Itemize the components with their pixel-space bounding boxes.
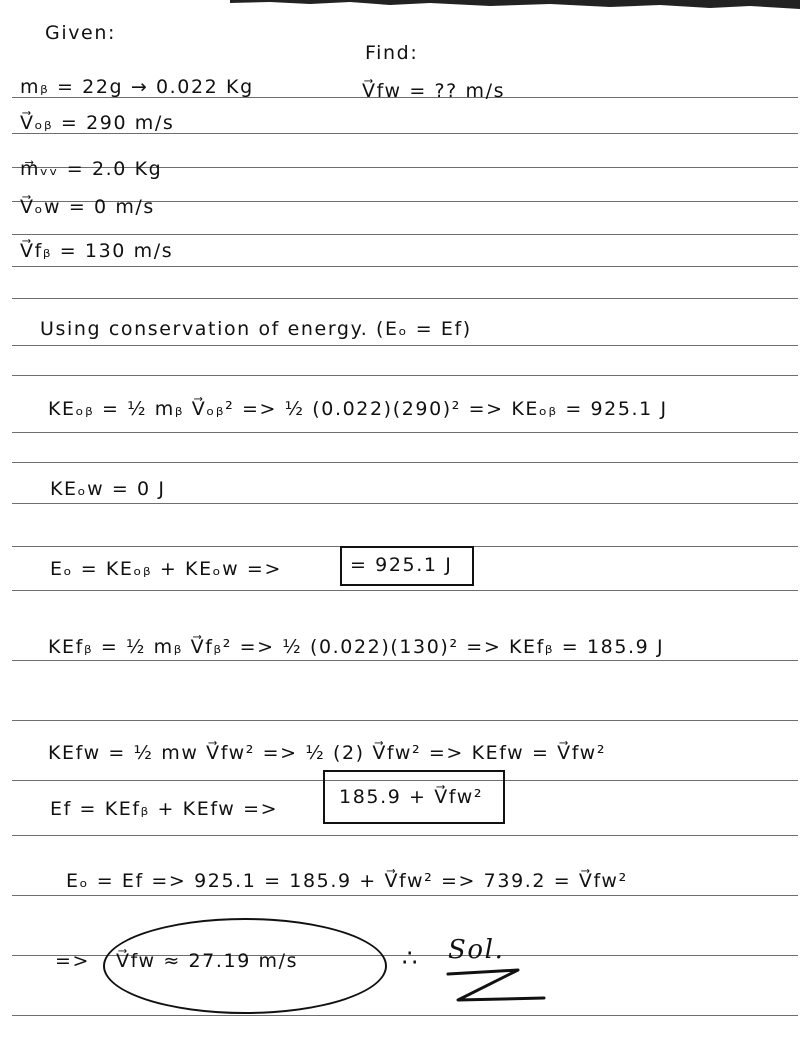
boxed-final-energy xyxy=(323,770,505,824)
ruled-line xyxy=(12,835,798,836)
method-statement: Using conservation of energy. (Eₒ = Ef) xyxy=(40,318,472,340)
ruled-line xyxy=(12,298,798,299)
step-initial-energy: Eₒ = KEₒᵦ + KEₒw => xyxy=(50,558,282,580)
ruled-line xyxy=(12,432,798,433)
step-energy-balance: Eₒ = Ef => 925.1 = 185.9 + V⃗fw² => 739.2 = V⃗fw² xyxy=(66,870,628,892)
ruled-line xyxy=(12,720,798,721)
step-ke-initial-wood: KEₒw = 0 J xyxy=(50,478,166,500)
find-item: V⃗fw = ?? m/s xyxy=(362,80,506,102)
solution-label: Sol. xyxy=(448,935,505,965)
step-ke-initial-bullet: KEₒᵦ = ½ mᵦ V⃗ₒᵦ² => ½ (0.022)(290)² => KEₒᵦ = 925.1 J xyxy=(48,398,668,420)
sol-underline-scribble xyxy=(440,966,550,1008)
answer-arrow: => xyxy=(55,950,91,972)
ruled-line xyxy=(12,1015,798,1016)
ruled-line xyxy=(12,266,798,267)
given-heading: Given: xyxy=(45,22,116,44)
therefore-symbol: ∴ xyxy=(402,944,419,972)
ruled-line xyxy=(12,590,798,591)
given-velocity-wood: V⃗ₒw = 0 m/s xyxy=(20,196,155,218)
boxed-final-energy-text: 185.9 + V⃗fw² xyxy=(339,786,484,808)
boxed-initial-energy xyxy=(340,546,474,586)
torn-edge xyxy=(230,0,800,12)
final-answer: V⃗fw ≈ 27.19 m/s xyxy=(116,950,299,972)
ruled-line xyxy=(12,462,798,463)
step-ke-final-wood: KEfw = ½ mw V⃗fw² => ½ (2) V⃗fw² => KEfw = V⃗fw² xyxy=(48,742,607,764)
ruled-line xyxy=(12,660,798,661)
ruled-line xyxy=(12,503,798,504)
ruled-line xyxy=(12,234,798,235)
step-final-energy: Ef = KEfᵦ + KEfw => xyxy=(50,798,279,820)
given-mass-bullet: mᵦ = 22g → 0.022 Kg xyxy=(20,76,254,98)
find-heading: Find: xyxy=(365,42,419,64)
given-final-velocity-bullet: V⃗fᵦ = 130 m/s xyxy=(20,240,174,262)
ruled-line xyxy=(12,375,798,376)
step-ke-final-bullet: KEfᵦ = ½ mᵦ V⃗fᵦ² => ½ (0.022)(130)² => KEfᵦ = 185.9 J xyxy=(48,636,665,658)
ruled-line xyxy=(12,345,798,346)
given-mass-wood: m⃗ᵥᵥ = 2.0 Kg xyxy=(20,158,163,180)
given-velocity-bullet: V⃗ₒᵦ = 290 m/s xyxy=(20,112,175,134)
boxed-initial-energy-text: = 925.1 J xyxy=(350,554,453,576)
ruled-line xyxy=(12,895,798,896)
